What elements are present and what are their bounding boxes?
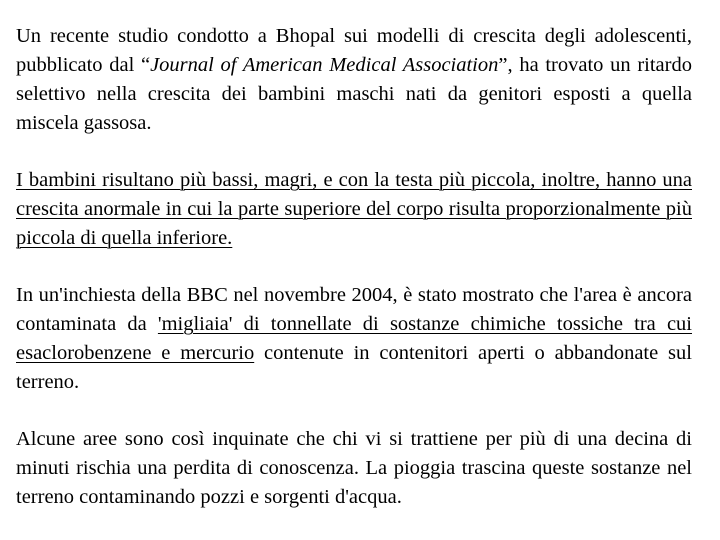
- paragraph-1-text-start: Un recente studio condotto a Bhopal sui modelli di crescita degli adolescenti, pubblicato dal “: [16, 25, 692, 76]
- paragraph-bbc-inquiry: [16, 281, 692, 397]
- paragraph-bhopal-study: [16, 22, 692, 138]
- paragraph-2-text: I bambini risultano più bassi, magri, e con la testa più piccola, inoltre, hanno una crescita anormale in cui la parte superiore del corpo risulta proporzionalmente più piccola di quella inferiore.: [16, 169, 692, 249]
- paragraph-1-text-end: ”, ha trovato un ritardo selettivo nella crescita dei bambini maschi nati da genitori esposti a quella miscela gassosa.: [16, 54, 692, 134]
- paragraph-3-text-end: contenute in contenitori aperti o abbandonate sul terreno.: [16, 342, 692, 393]
- journal-title: Journal of American Medical Association: [150, 54, 499, 76]
- paragraph-growth-effects: [16, 166, 692, 253]
- paragraph-4-text: Alcune aree sono così inquinate che chi vi si trattiene per più di una decina di minuti rischia una perdita di conoscenza. La pioggia trascina queste sostanze nel terreno contaminando pozzi e sorgenti d'acqua.: [16, 428, 692, 508]
- paragraph-3-text-start: In un'inchiesta della BBC nel novembre 2004, è stato mostrato che l'area è ancora contaminata da: [16, 284, 692, 335]
- paragraph-polluted-areas: [16, 425, 692, 512]
- paragraph-3-underlined-text: 'migliaia' di tonnellate di sostanze chimiche tossiche tra cui esaclorobenzene e mercurio: [16, 313, 692, 364]
- document-body: [16, 22, 692, 512]
